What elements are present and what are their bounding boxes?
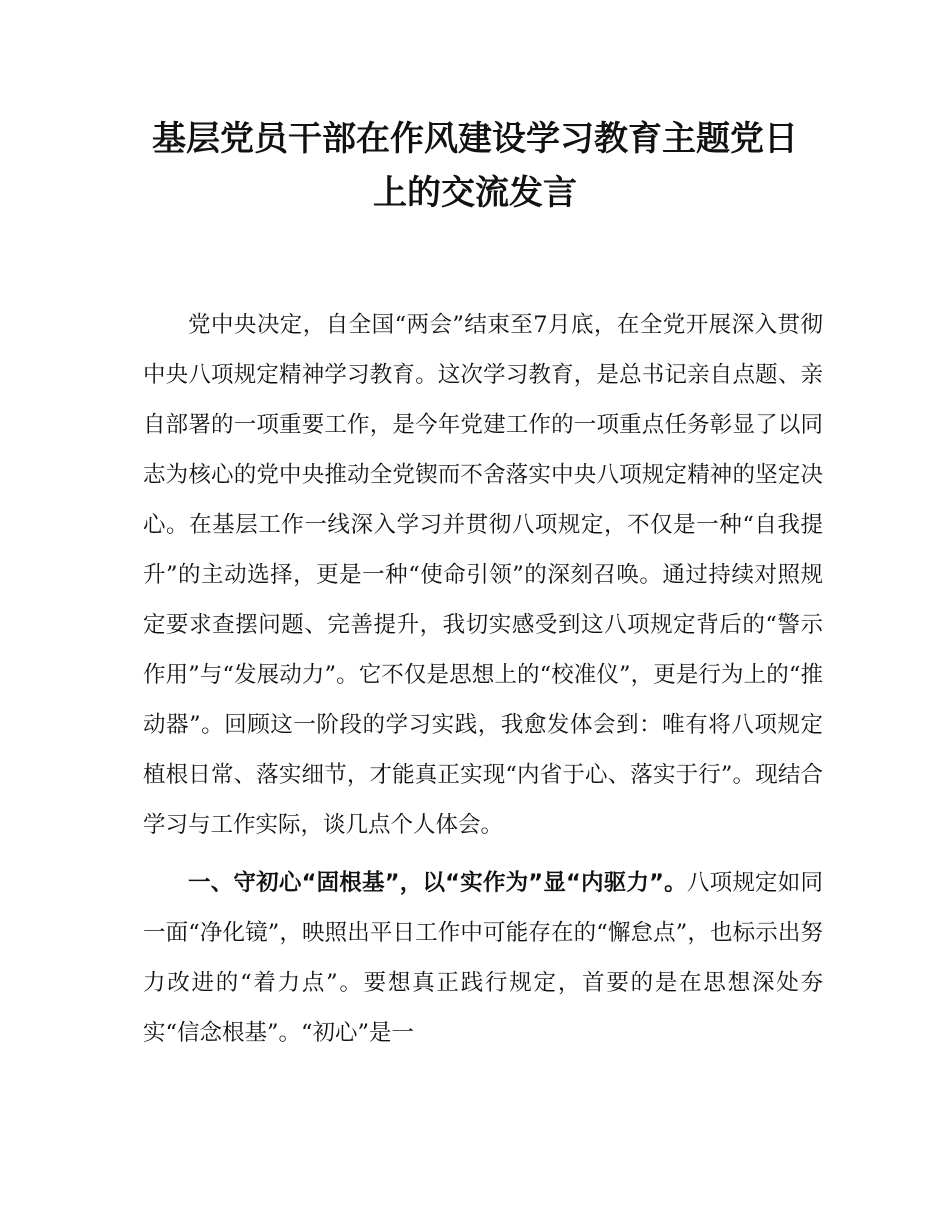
- title-line-1: 基层党员干部在作风建设学习教育主题党日: [152, 119, 798, 159]
- section-1-text: 八项规定如同一面“净化镜”，映照出平日工作中可能存在的“懈怠点”，也标示出努力改进的“着力点”。要想真正践行规定，首要的是在思想深处夯实“信念根基”。“初心”是一: [143, 870, 823, 1046]
- document-body: [143, 300, 823, 1058]
- section-1-paragraph: [143, 858, 823, 1058]
- document-title: [100, 112, 850, 220]
- paragraph-gap: [143, 850, 823, 858]
- title-line-2: 上的交流发言: [373, 173, 577, 213]
- section-1-heading: 一、守初心“固根基”，以“实作为”显“内驱力”。: [188, 870, 687, 896]
- intro-paragraph: 党中央决定，自全国“两会”结束至7月底，在全党开展深入贯彻中央八项规定精神学习教育。这次学习教育，是总书记亲自点题、亲自部署的一项重要工作，是今年党建工作的一项重点任务彰显了以同志为核心的党中央推动全党锲而不舍落实中央八项规定精神的坚定决心。在基层工作一线深入学习并贯彻八项规定，不仅是一种“自我提升”的主动选择，更是一种“使命引领”的深刻召唤。通过持续对照规定要求查摆问题、完善提升，我切实感受到这八项规定背后的“警示作用”与“发展动力”。它不仅是思想上的“校准仪”，更是行为上的“推动器”。回顾这一阶段的学习实践，我愈发体会到：唯有将八项规定植根日常、落实细节，才能真正实现“内省于心、落实于行”。现结合学习与工作实际，谈几点个人体会。: [143, 312, 823, 838]
